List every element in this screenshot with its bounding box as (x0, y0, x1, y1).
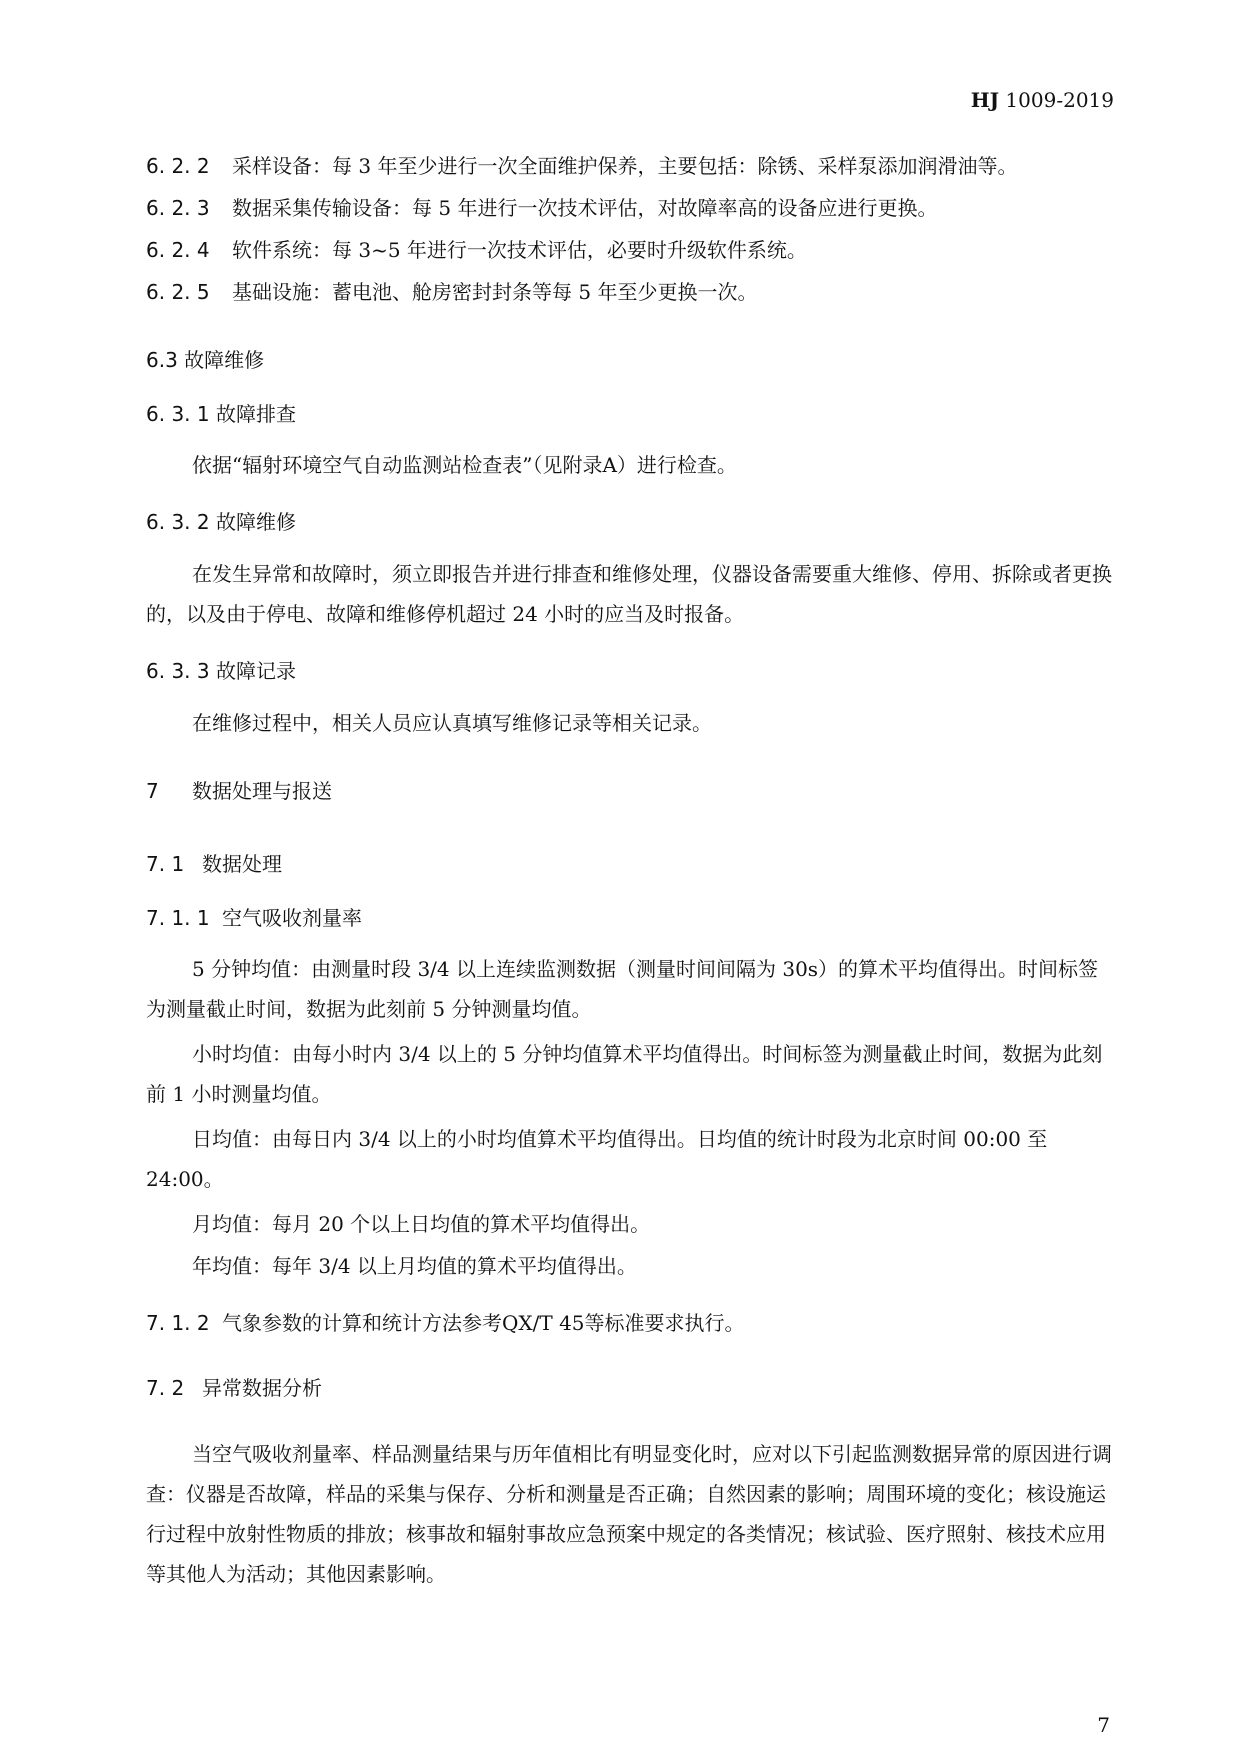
paragraph-5min-average: 5 分钟均值：由测量时段 3/4 以上连续监测数据（测量时间间隔为 30s）的算术平均值得出。时间标签为测量截止时间，数据为此刻前 5 分钟测量均值。 (146, 957, 1099, 1021)
clause-number: 6. 2. 5 (146, 280, 210, 304)
section-number: 7. 2 (146, 1376, 185, 1400)
section-heading-6-3 (146, 344, 264, 373)
paragraph-anomaly-analysis: 当空气吸收剂量率、样品测量结果与历年值相比有明显变化时，应对以下引起监测数据异常的原因进行调查：仪器是否故障，样品的采集与保存、分析和测量是否正确；自然因素的影响；周围环境的变化；核设施运行过程中放射性物质的排放；核事故和辐射事故应急预案中规定的各类情况；核试验、医疗照射、核技术应用等其他人为活动；其他因素影响。 (146, 1442, 1112, 1586)
clause-text: 基础设施：蓄电池、舱房密封封条等每 5 年至少更换一次。 (232, 280, 758, 304)
section-heading-6-3-2 (146, 506, 296, 535)
document-code-number: 1009-2019 (999, 88, 1114, 112)
document-code-prefix: HJ (970, 88, 1000, 112)
section-number: 6. 3. 3 (146, 659, 210, 683)
section-number: 7. 1. 1 (146, 906, 210, 930)
clause-text: 数据采集传输设备：每 5 年进行一次技术评估，对故障率高的设备应进行更换。 (232, 196, 938, 220)
paragraph-monthly-average: 月均值：每月 20 个以上日均值的算术平均值得出。 (192, 1212, 651, 1236)
clause-6-2-5 (146, 276, 757, 305)
section-heading-6-3-3 (146, 655, 296, 684)
section-title: 故障维修 (184, 348, 265, 372)
section-number: 6. 3. 1 (146, 402, 210, 426)
section-title: 空气吸收剂量率 (222, 906, 362, 930)
section-heading-7-1-1 (146, 902, 362, 931)
paragraph-yearly-average: 年均值：每年 3/4 以上月均值的算术平均值得出。 (192, 1254, 637, 1278)
section-title: 故障维修 (216, 510, 296, 534)
clause-number: 7. 1. 2 (146, 1311, 210, 1335)
clause-6-2-2 (146, 150, 1017, 179)
clause-6-2-3 (146, 192, 937, 221)
document-code (0, 88, 1114, 112)
section-title: 异常数据分析 (202, 1376, 322, 1400)
paragraph: 在维修过程中，相关人员应认真填写维修记录等相关记录。 (192, 711, 712, 735)
clause-text: 气象参数的计算和统计方法参考QX/T 45等标准要求执行。 (222, 1311, 745, 1335)
section-title: 数据处理 (202, 852, 282, 876)
section-heading-6-3-1 (146, 398, 296, 427)
section-heading-7-1 (146, 848, 282, 877)
section-title: 故障记录 (216, 659, 296, 683)
section-heading-7-2 (146, 1372, 322, 1401)
clause-number: 6. 2. 4 (146, 238, 210, 262)
section-number: 7. 1 (146, 852, 185, 876)
clause-7-1-2 (146, 1307, 745, 1336)
chapter-title: 数据处理与报送 (192, 779, 332, 803)
section-number: 6. 3. 2 (146, 510, 210, 534)
paragraph-hourly-average: 小时均值：由每小时内 3/4 以上的 5 分钟均值算术平均值得出。时间标签为测量截止时间，数据为此刻前 1 小时测量均值。 (146, 1042, 1103, 1106)
clause-6-2-4 (146, 234, 807, 263)
clause-text: 采样设备：每 3 年至少进行一次全面维护保养，主要包括：除锈、采样泵添加润滑油等。 (232, 154, 1018, 178)
paragraph-daily-average: 日均值：由每日内 3/4 以上的小时均值算术平均值得出。日均值的统计时段为北京时间 00:00 至 24:00。 (146, 1127, 1048, 1191)
clause-text: 软件系统：每 3~5 年进行一次技术评估，必要时升级软件系统。 (232, 238, 807, 262)
section-number: 6.3 (146, 348, 178, 372)
clause-number: 6. 2. 2 (146, 154, 210, 178)
clause-number: 6. 2. 3 (146, 196, 210, 220)
chapter-number: 7 (146, 779, 159, 803)
page-number: 7 (1097, 1713, 1110, 1737)
section-title: 故障排查 (216, 402, 296, 426)
chapter-heading-7 (146, 775, 332, 804)
paragraph: 依据“辐射环境空气自动监测站检查表”（见附录A）进行检查。 (192, 453, 737, 477)
paragraph: 在发生异常和故障时，须立即报告并进行排查和维修处理，仪器设备需要重大维修、停用、拆除或者更换的，以及由于停电、故障和维修停机超过 24 小时的应当及时报备。 (146, 562, 1112, 626)
